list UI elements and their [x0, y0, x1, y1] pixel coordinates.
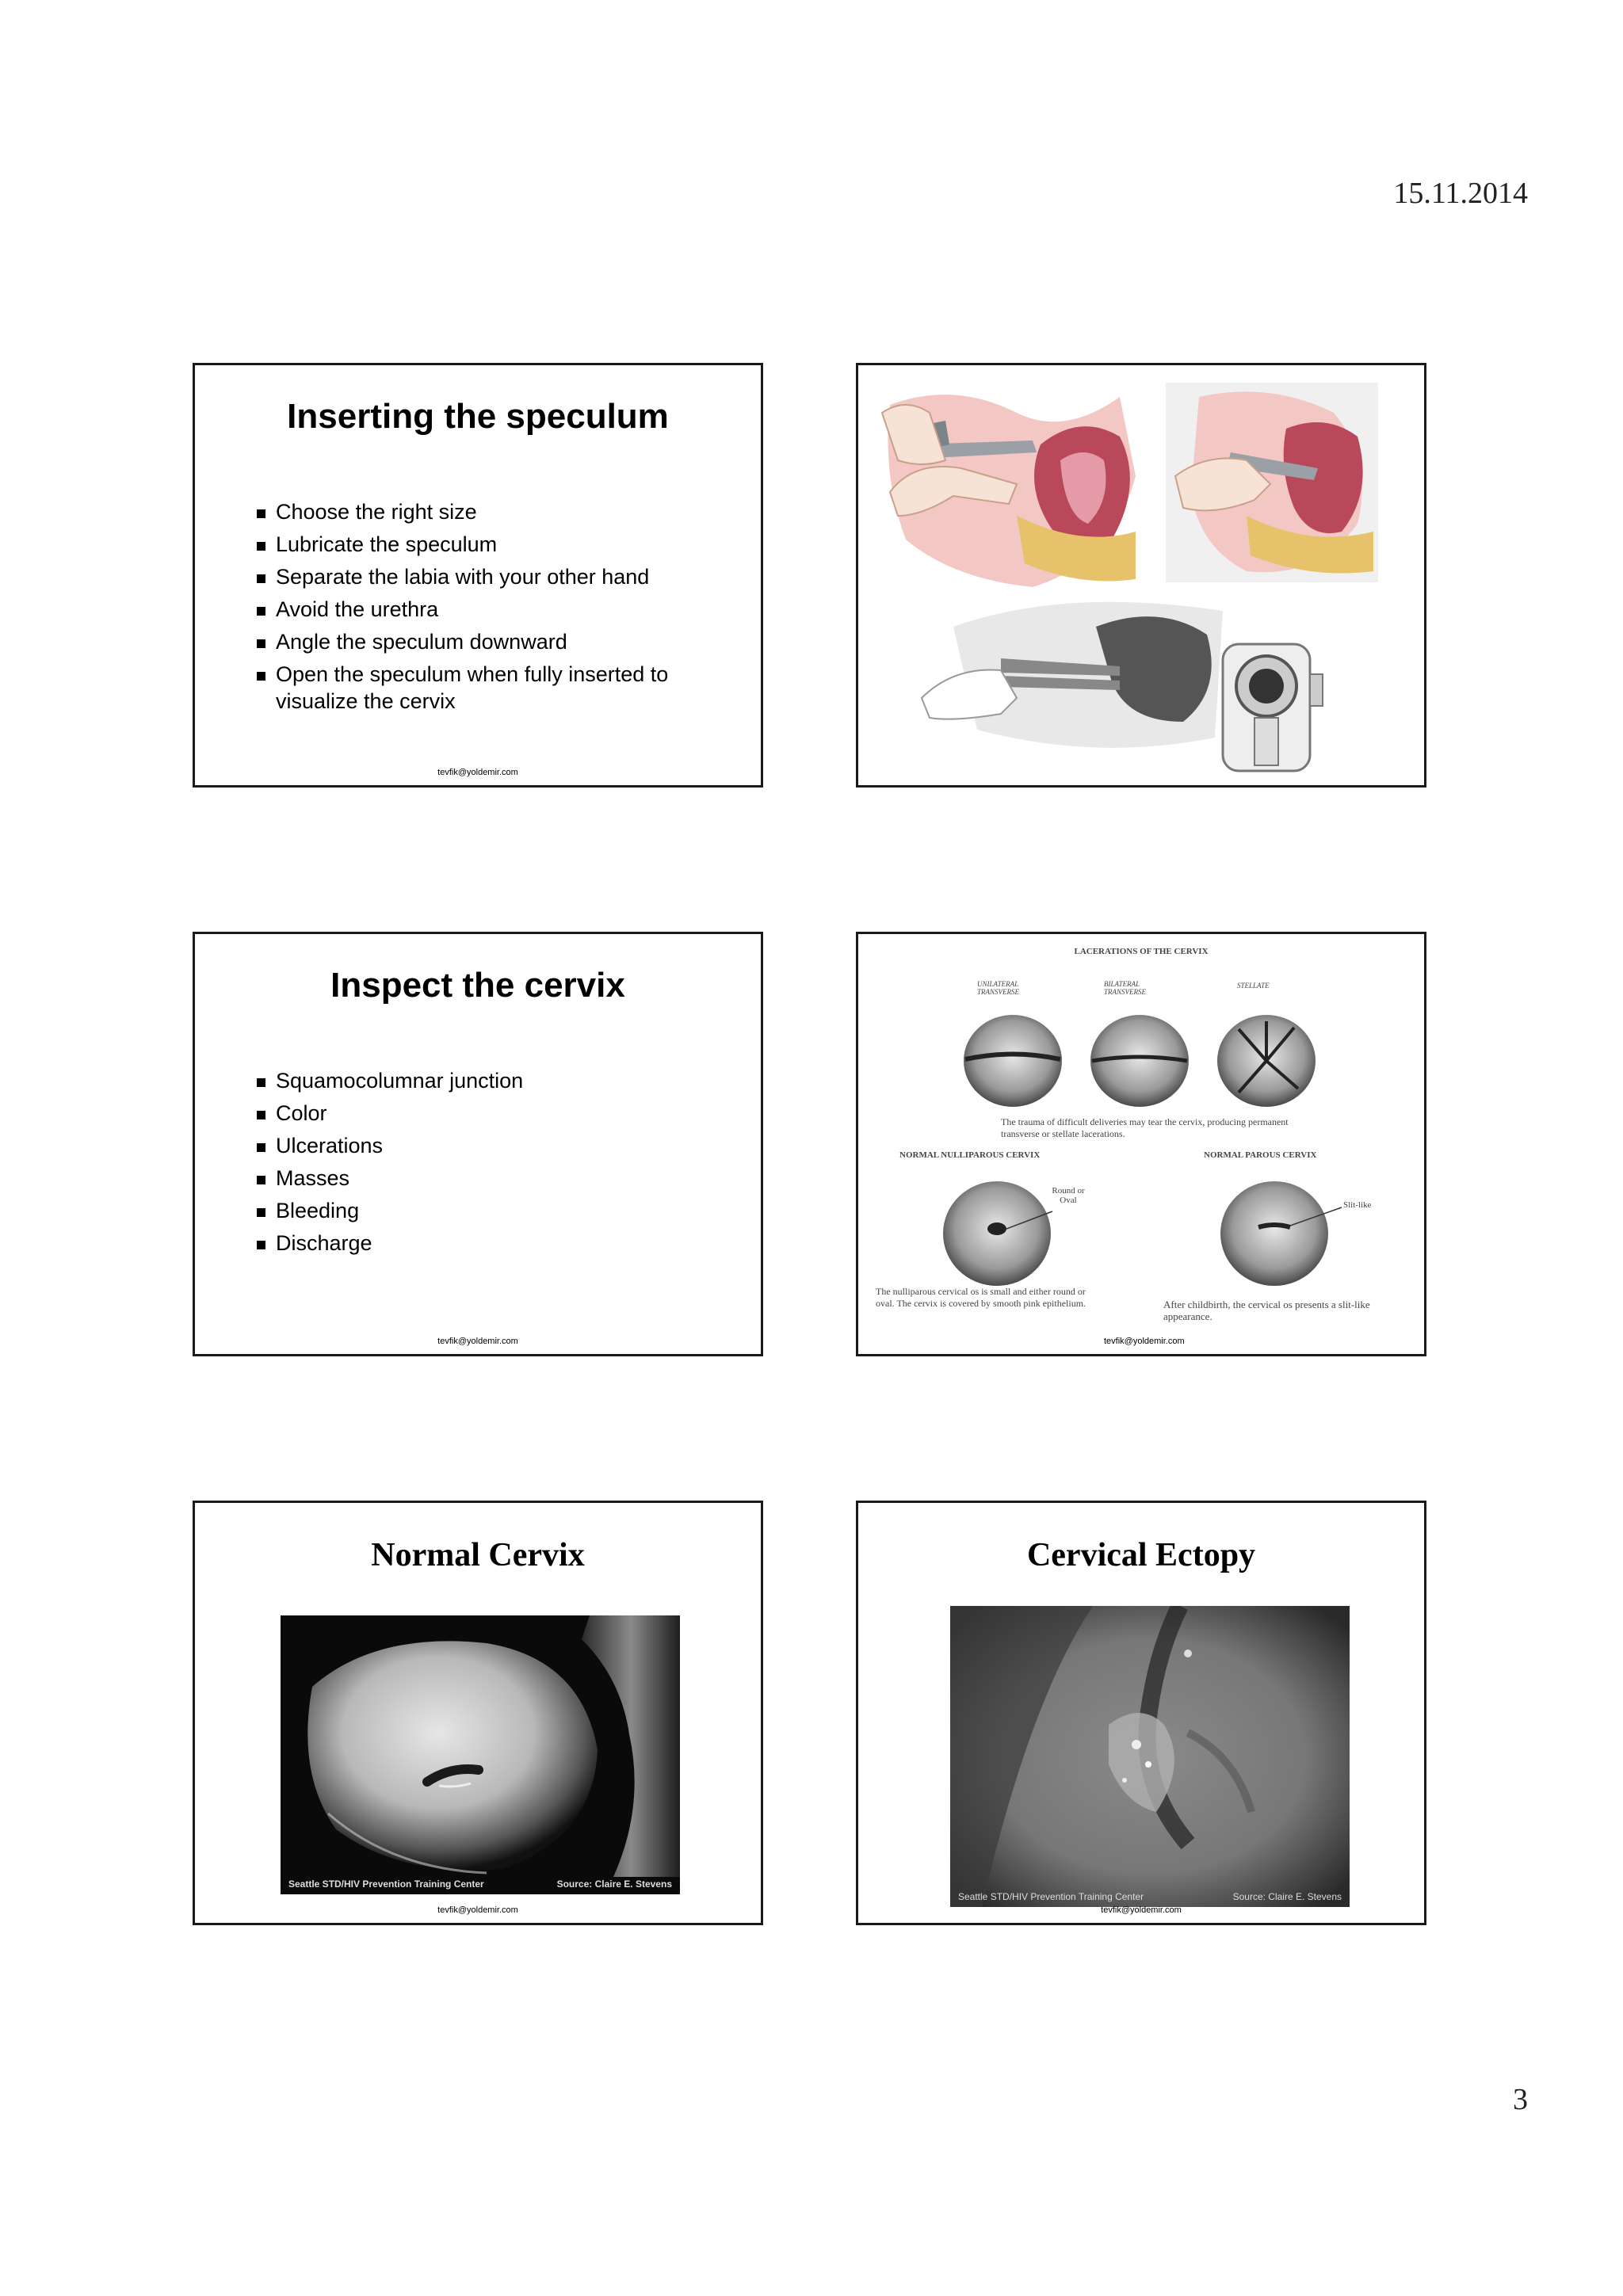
photo-credit-right: Source: Claire E. Stevens [556, 1878, 672, 1890]
speculum-illustration [858, 365, 1424, 785]
figure-caption-top: The trauma of difficult deliveries may tear the cervix, producing permanent transverse or stellate lacerations. [1001, 1116, 1289, 1139]
label-parous: NORMAL PAROUS CERVIX [1204, 1150, 1317, 1160]
illustration-speculum-opened [922, 602, 1223, 748]
parous-description: After childbirth, the cervical os presents a slit-like appearance. [1163, 1299, 1370, 1322]
cervix-photo-image [281, 1615, 680, 1894]
bullet-item: Discharge [257, 1230, 732, 1257]
label-round-or-oval: Round or Oval [1052, 1186, 1085, 1205]
slide-speculum-illustration [856, 363, 1426, 788]
slide-title: Inserting the speculum [287, 397, 669, 436]
label-slit-like: Slit-like [1343, 1200, 1372, 1210]
bullet-item: Color [257, 1100, 732, 1127]
bullet-item: Avoid the urethra [257, 596, 732, 623]
illustration-insertion-angle [1166, 383, 1378, 582]
bullet-item: Ulcerations [257, 1132, 732, 1159]
bullet-list [257, 1067, 732, 1262]
label-stellate: STELLATE [1237, 982, 1270, 990]
bullet-item: Squamocolumnar junction [257, 1067, 732, 1094]
page-date: 15.11.2014 [1393, 177, 1528, 210]
bullet-item: Choose the right size [257, 498, 732, 525]
slide-footer: tevfik@yoldemir.com [437, 1905, 518, 1915]
photo-credit-left: Seattle STD/HIV Prevention Training Center [958, 1891, 1144, 1902]
bullet-item: Lubricate the speculum [257, 531, 732, 558]
slide-title: Cervical Ectopy [1026, 1537, 1256, 1573]
bullet-item: Open the speculum when fully inserted to visualize the cervix [257, 661, 732, 715]
nulliparous-description: The nulliparous cervical os is small and either round or oval. The cervix is covered by smooth pink epithelium. [876, 1286, 1086, 1309]
ectopy-photo-image [950, 1606, 1350, 1907]
bullet-item: Separate the labia with your other hand [257, 563, 732, 590]
illustration-speculum-view [1223, 644, 1323, 771]
slide-footer: tevfik@yoldemir.com [437, 768, 518, 777]
label-bilateral: BILATERAL TRANSVERSE [1104, 980, 1146, 996]
slide-title: Inspect the cervix [330, 966, 625, 1005]
photo-credit [281, 1878, 680, 1893]
slide-footer: tevfik@yoldemir.com [1104, 1337, 1185, 1346]
slide-lacerations-figure [856, 932, 1426, 1356]
slide-footer: tevfik@yoldemir.com [437, 1337, 518, 1346]
photo-credit-left: Seattle STD/HIV Prevention Training Center [288, 1878, 484, 1890]
bullet-list [257, 498, 732, 720]
slide-inspect-cervix [193, 932, 763, 1356]
bullet-item: Masses [257, 1165, 732, 1192]
bullet-item: Bleeding [257, 1197, 732, 1224]
label-nulliparous: NORMAL NULLIPAROUS CERVIX [899, 1150, 1041, 1160]
label-unilateral: UNILATERAL TRANSVERSE [977, 980, 1019, 996]
photo-credit [950, 1891, 1350, 1905]
normal-cervix-photo [281, 1615, 680, 1894]
page-number: 3 [1513, 2083, 1528, 2116]
slide-inserting-speculum [193, 363, 763, 788]
slide-cervical-ectopy [856, 1501, 1426, 1925]
figure-title: LACERATIONS OF THE CERVIX [1074, 947, 1209, 956]
slide-title: Normal Cervix [371, 1537, 585, 1573]
slide-footer: tevfik@yoldemir.com [1101, 1905, 1182, 1915]
slide-normal-cervix [193, 1501, 763, 1925]
illustration-insertion-side [882, 395, 1136, 587]
bullet-item: Angle the speculum downward [257, 628, 732, 655]
photo-credit-right: Source: Claire E. Stevens [1232, 1891, 1342, 1902]
cervical-ectopy-photo [950, 1606, 1350, 1907]
